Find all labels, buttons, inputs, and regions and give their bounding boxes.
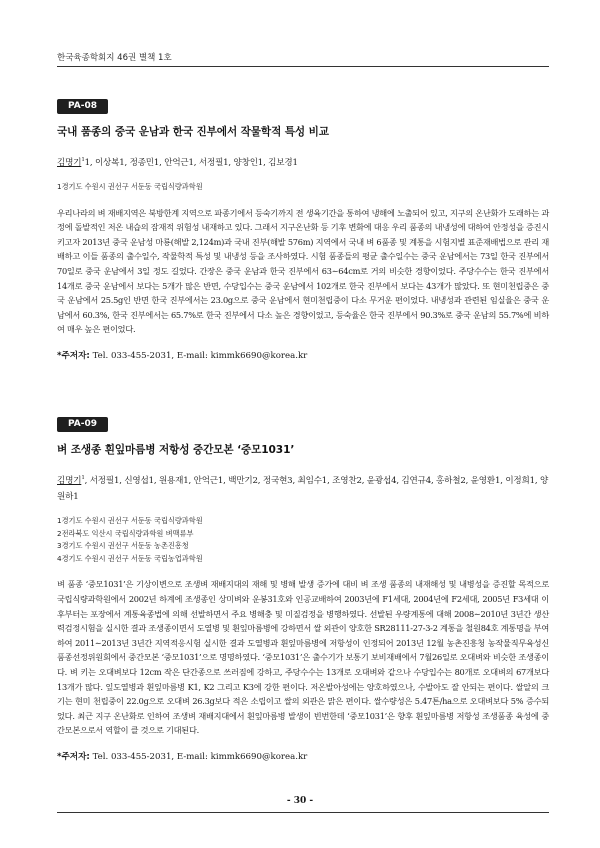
footer-rule xyxy=(57,812,549,813)
contact-details: Tel. 033-455-2031, E-mail: kimmk6690@korea.kr xyxy=(92,751,308,762)
affiliation: 4경기도 수원시 권선구 서둔동 국립농업과학원 xyxy=(57,553,203,563)
abstract-body: 우리나라의 벼 재배지역은 북방한계 지역으로 파종기에서 등숙기까지 전 생육기간을 통하여 냉해에 노출되어 있고, 지구의 온난화가 도래하는 과정에 돌발적인 저온 내습의 잠재적 위험성 내재하고 있다. 그래서 지구온난화 등 기후 변화에 대응 우리 품종의 내냉성에 대하여 안정성을 증진시키고자 2013년 중국 운남성 마룡(해발 2,124m)과 국내 진부(해발 576m) 지역에서 국내 벼 6품종 및 계통을 시험지별 표준재배법으로 관리 재배하고 이들 품종의 출수일수, 작물학적 특성 및 내냉성 등을 조사하였다. 시험 품종들의 평균 출수일수는 중국 운남에서는 73일 한국 진부에서 70일로 중국 운남에서 3일 정도 길었다. 간장은 중국 운남과 한국 진부에서 63∼64cm로 거의 비슷한 경향이었다. 주당수수는 한국 진부에서 14개로 중국 운남에서 보다는 5개가 많은 반면, 수당입수는 중국 운남에서 102개로 한국 진부에서 보다는 43개가 많았다. 또 현미천립중은 중국 운남에서 25.5g인 반면 한국 진부에서는 23.0g으로 중국 운남에서 현미천립중이 다소 무거운 편이었다. 내냉성과 관련된 임실율은 중국 운남에서 60.3%, 한국 진부에서는 65.7%로 한국 진부에서 다소 높은 경향이었고, 등숙율은 한국 진부에서 90.3%로 중국 운남의 55.7%에 비하여 매우 높은 편이었다. xyxy=(57,207,549,335)
abstract-title: 벼 조생종 흰잎마름병 저항성 중간모본 ‘중모1031’ xyxy=(57,444,295,456)
author-list xyxy=(57,473,549,505)
contact-label: *주저자: xyxy=(57,751,90,762)
author-list xyxy=(57,155,549,171)
affiliation: 1경기도 수원시 권선구 서둔동 국립식량과학원 xyxy=(57,182,203,191)
contact-label: *주저자: xyxy=(57,350,90,361)
affiliation: 3경기도 수원시 권선구 서둔동 농촌진흥청 xyxy=(57,541,189,551)
first-author-sup: 1 xyxy=(81,475,85,481)
contact-line xyxy=(57,750,549,762)
first-author: 김명기 xyxy=(57,158,82,168)
other-authors: , 서정필1, 신영섭1, 원용재1, 안억근1, 백만기2, 정국현3, 최임수1, 조영찬2, 윤광섭4, 김연규4, 홍하철2, 윤영환1, 이정희1, 양원하1 xyxy=(57,476,549,502)
first-author-sup: 1 xyxy=(81,157,85,163)
abstract-id-badge: PA-09 xyxy=(57,417,108,432)
page-number: - 30 - xyxy=(286,796,314,806)
other-authors: 1, 이상복1, 정종민1, 안억근1, 서정필1, 양창인1, 김보경1 xyxy=(84,158,298,168)
header-rule xyxy=(57,66,549,67)
abstract-pa-08 xyxy=(57,93,549,361)
affiliation-list xyxy=(57,181,549,194)
affiliation: 2전라북도 익산시 국립식량과학원 벼맥류부 xyxy=(57,528,194,538)
contact-line xyxy=(57,349,549,361)
abstract-title: 국내 품종의 중국 운남과 한국 진부에서 작물학적 특성 비교 xyxy=(57,126,329,138)
affiliation: 1경기도 수원시 권선구 서둔동 국립식량과학원 xyxy=(57,516,203,525)
abstract-body: 벼 품종 ‘중모1031’은 기상이변으로 조생벼 재배지대의 재해 및 병해 발생 증가에 대비 벼 조생 품종의 내재해성 및 내병성을 증진할 목적으로 국립식량과학원에서 2002년 하계에 조생종인 상미벼와 운봉31호와 인공교배하여 2003년에 F1세대, 2004년에 F2세대, 2005년 F3세대 이후부터는 포장에서 계통육종법에 의해 선발하면서 주요 병해충 및 미질검정을 병행하였다. 선발된 우량계통에 대해 2008∼2010년 3년간 생산력검정시험을 실시한 결과 조생종이면서 도열병 및 흰잎마름병에 강하면서 쌀 외관이 양호한 SR28111-27-3-2 계통을 철원84호 계통명을 부여하여 2011∼2013년 3년간 지역적응시험 실시한 결과 도열병과 흰잎마름병에 저항성이 인정되어 2013년 12월 농촌진흥청 농작물직무육성신품종선정위원회에서 중간모본 ‘중모1031’으로 명명하였다. ‘중모1031’은 출수기가 보통기 보비재배에서 7월26일로 오대벼와 비슷한 조생종이다. 벼 키는 오대벼보다 12cm 작은 단간종으로 쓰러짐에 강하고, 주당수수는 13개로 오대벼와 같으나 수당입수는 80개로 오대벼의 67개보다 13개가 많다. 잎도열병과 흰잎마름병 K1, K2 그리고 K3에 강한 편이다. 저온발아성에는 양호하였으나, 수발아도 잘 안되는 편이다. 쌀알의 크기는 현미 천립중이 22.0g으로 오대벼 26.3g보다 적은 소립이고 쌀의 외관은 맑은 편이다. 쌀수량성은 5.47톤/ha으로 오대벼보다 5% 증수되었다. 최근 지구 온난화로 인하여 조생벼 재배지대에서 흰잎마름병 발생이 빈번한데 ‘중모1031’은 향후 흰잎마름병 저항성 조생품종 육성에 중간모본으로서 역할이 클 것으로 기대된다. xyxy=(57,579,549,736)
first-author: 김명기 xyxy=(57,476,82,486)
abstract-pa-09 xyxy=(57,411,549,762)
contact-details: Tel. 033-455-2031, E-mail: kimmk6690@korea.kr xyxy=(92,350,308,361)
journal-header: 한국육종학회지 46권 별책 1호 xyxy=(57,53,172,63)
abstract-id-badge: PA-08 xyxy=(57,99,108,114)
affiliation-list xyxy=(57,515,549,565)
